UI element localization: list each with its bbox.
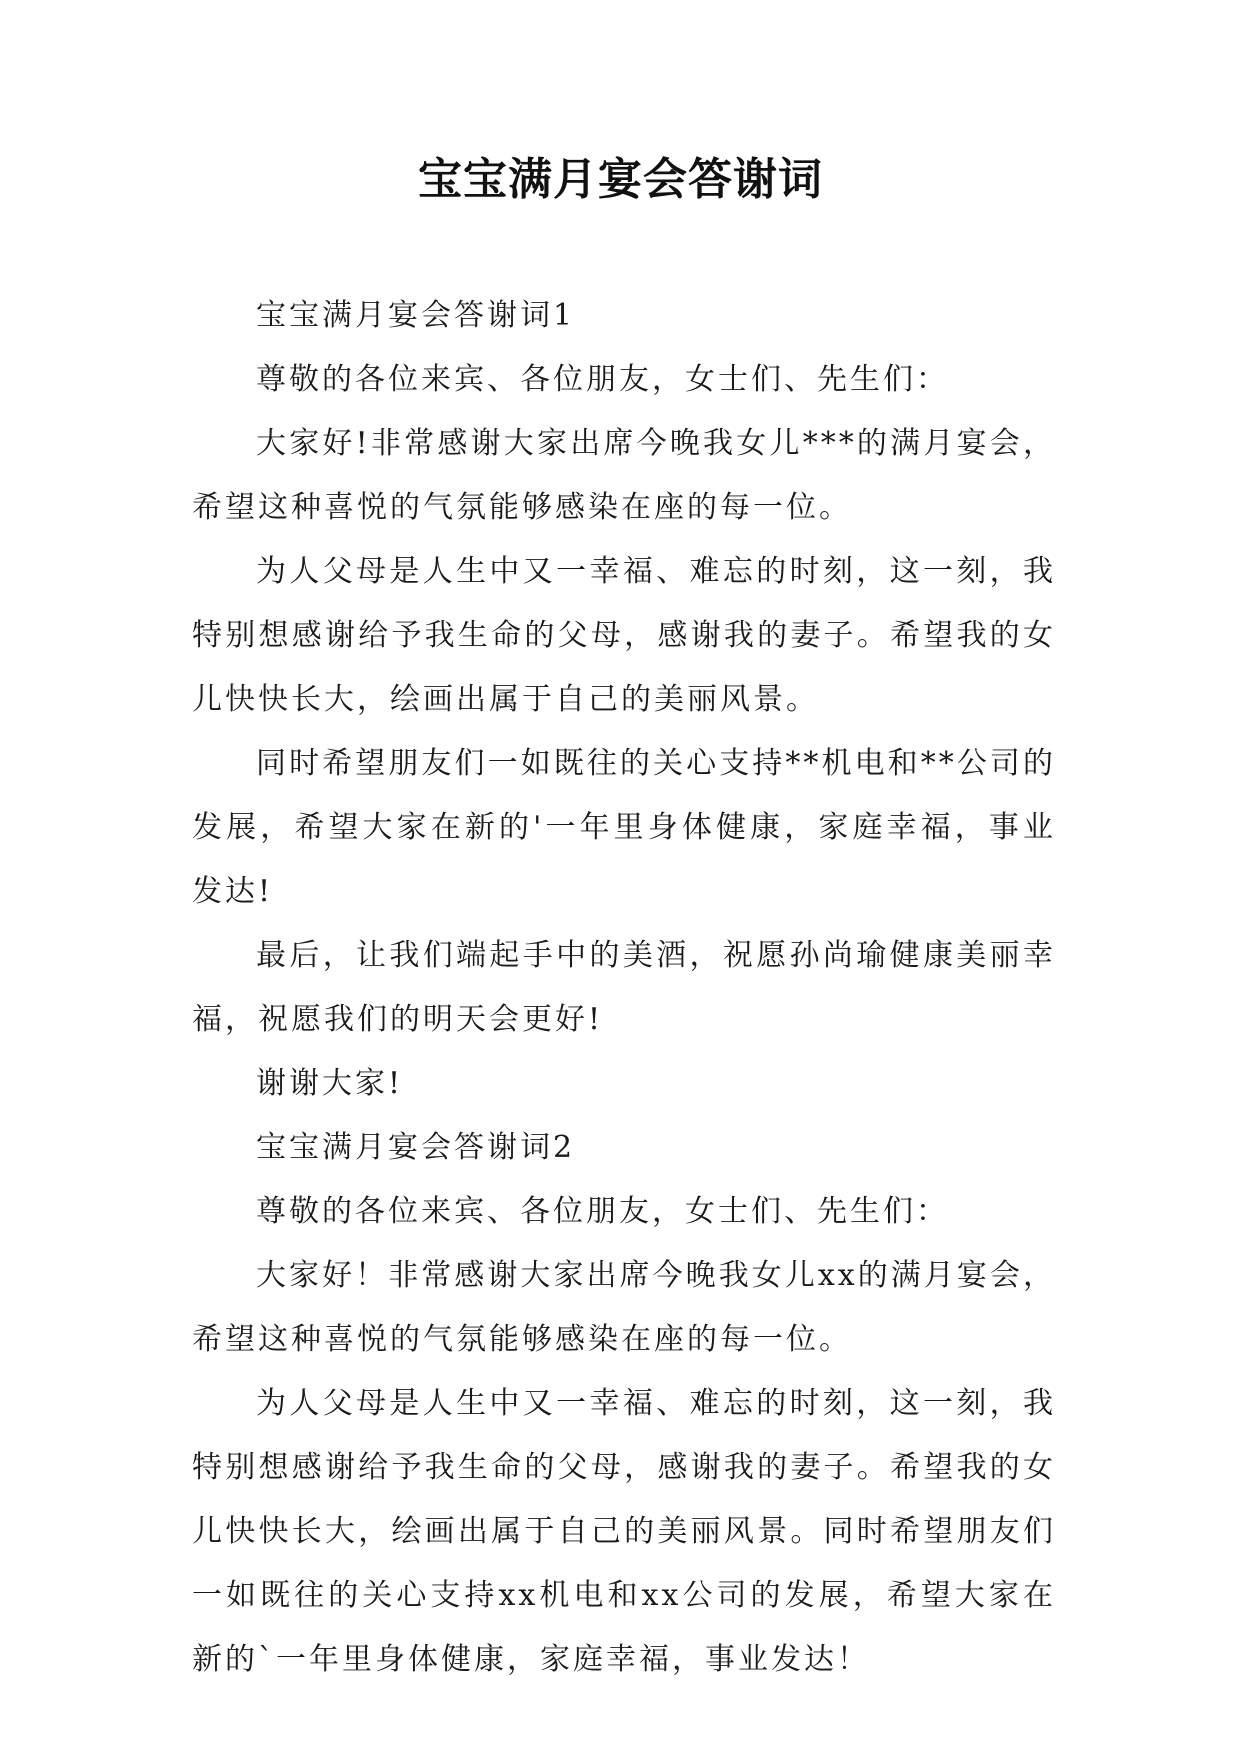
section-heading-1: 宝宝满月宴会答谢词1 [256, 298, 576, 333]
gratitude-paragraph: 为人父母是人生中又一幸福、难忘的时刻，这一刻，我特别想感谢给予我生命的父母，感谢我的妻子。希望我的女儿快快长大，绘画出属于自己的美丽风景。同时希望朋友们一如既往的关心支持xx机电和xx公司的发展，希望大家在新的`一年里身体健康，家庭幸福，事业发达！ [192, 1386, 1056, 1677]
toast-paragraph: 最后，让我们端起手中的美酒，祝愿孙尚瑜健康美丽幸福，祝愿我们的明天会更好! [192, 938, 1056, 1037]
salutation-paragraph: 尊敬的各位来宾、各位朋友，女士们、先生们： [256, 362, 949, 397]
document-body [192, 284, 1056, 1692]
greeting-paragraph: 大家好!非常感谢大家出席今晚我女儿***的满月宴会，希望这种喜悦的气氛能够感染在座的每一位。 [192, 426, 1056, 525]
salutation-paragraph: 尊敬的各位来宾、各位朋友，女士们、先生们： [256, 1194, 949, 1229]
section-heading-2: 宝宝满月宴会答谢词2 [256, 1130, 576, 1165]
document-title: 宝宝满月宴会答谢词 [418, 154, 823, 205]
greeting-paragraph: 大家好！非常感谢大家出席今晚我女儿xx的满月宴会，希望这种喜悦的气氛能够感染在座的每一位。 [192, 1258, 1056, 1357]
wishes-paragraph: 同时希望朋友们一如既往的关心支持**机电和**公司的发展，希望大家在新的'一年里身体健康，家庭幸福，事业发达! [192, 746, 1056, 909]
gratitude-paragraph: 为人父母是人生中又一幸福、难忘的时刻，这一刻，我特别想感谢给予我生命的父母，感谢我的妻子。希望我的女儿快快长大，绘画出属于自己的美丽风景。 [192, 554, 1056, 717]
thanks-paragraph: 谢谢大家! [256, 1066, 404, 1101]
